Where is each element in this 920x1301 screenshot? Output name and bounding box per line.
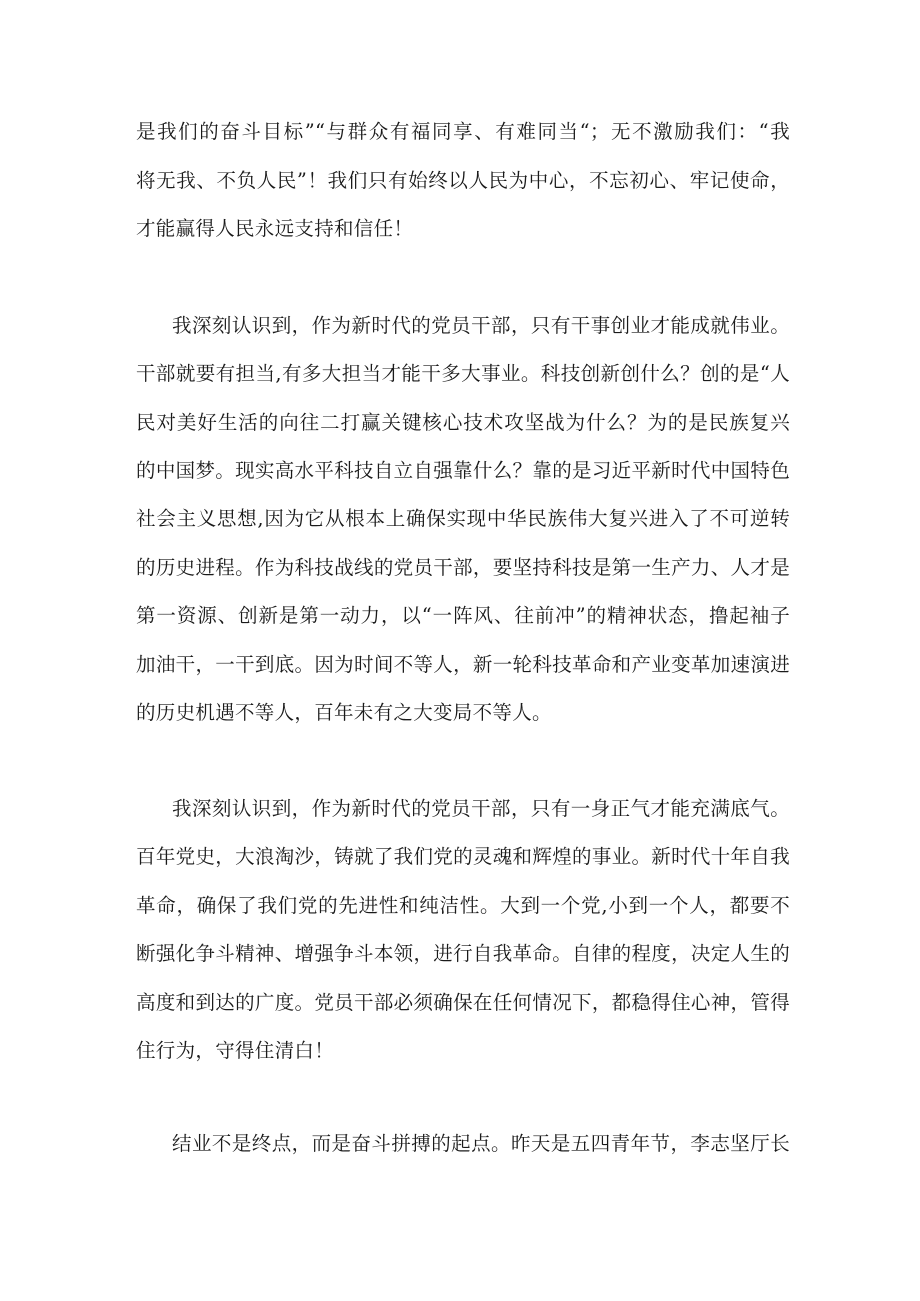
text-line: 将无我、不负人民”！我们只有始终以人民为中心，不忘初心、牢记使命， (136, 169, 790, 192)
text-line: 干部就要有担当,有多大担当才能干多大事业。科技创新创什么？创的是“人 (136, 362, 790, 385)
text-line: 结业不是终点，而是奋斗拼搏的起点。昨天是五四青年节，李志坚厅长 (172, 1132, 790, 1155)
text-line: 的中国梦。现实高水平科技自立自强靠什么？靠的是习近平新时代中国特色 (136, 459, 790, 482)
text-line: 我深刻认识到，作为新时代的党员干部，只有一身正气才能充满底气。 (172, 797, 790, 820)
text-line: 是我们的奋斗目标”“与群众有福同享、有难同当“；无不激励我们：“我 (136, 120, 790, 143)
text-line: 革命，确保了我们党的先进性和纯洁性。大到一个党,小到一个人，都要不 (136, 894, 790, 917)
text-line: 我深刻认识到，作为新时代的党员干部，只有干事创业才能成就伟业。 (172, 314, 790, 337)
text-line: 住行为，守得住清白！ (136, 1039, 335, 1062)
text-line: 社会主义思想,因为它从根本上确保实现中华民族伟大复兴进入了不可逆转 (136, 507, 790, 530)
text-line: 的历史机遇不等人，百年未有之大变局不等人。 (136, 701, 552, 724)
text-line: 的历史进程。作为科技战线的党员干部，要坚持科技是第一生产力、人才是 (136, 556, 790, 579)
text-line: 断强化争斗精神、增强争斗本领，进行自我革命。自律的程度，决定人生的 (136, 942, 790, 965)
text-line: 高度和到达的广度。党员干部必须确保在任何情况下，都稳得住心神，管得 (136, 991, 790, 1014)
text-line: 百年党史，大浪淘沙，铸就了我们党的灵魂和辉煌的事业。新时代十年自我 (136, 845, 790, 868)
text-line: 才能赢得人民永远支持和信任！ (136, 217, 414, 240)
text-line: 民对美好生活的向往二打赢关键核心技术攻坚战为什么？为的是民族复兴 (136, 411, 790, 434)
text-line: 第一资源、创新是第一动力，以“一阵风、往前冲”的精神状态，撸起袖子 (136, 604, 790, 627)
text-line: 加油干，一干到底。因为时间不等人，新一轮科技革命和产业变革加速演进 (136, 653, 790, 676)
